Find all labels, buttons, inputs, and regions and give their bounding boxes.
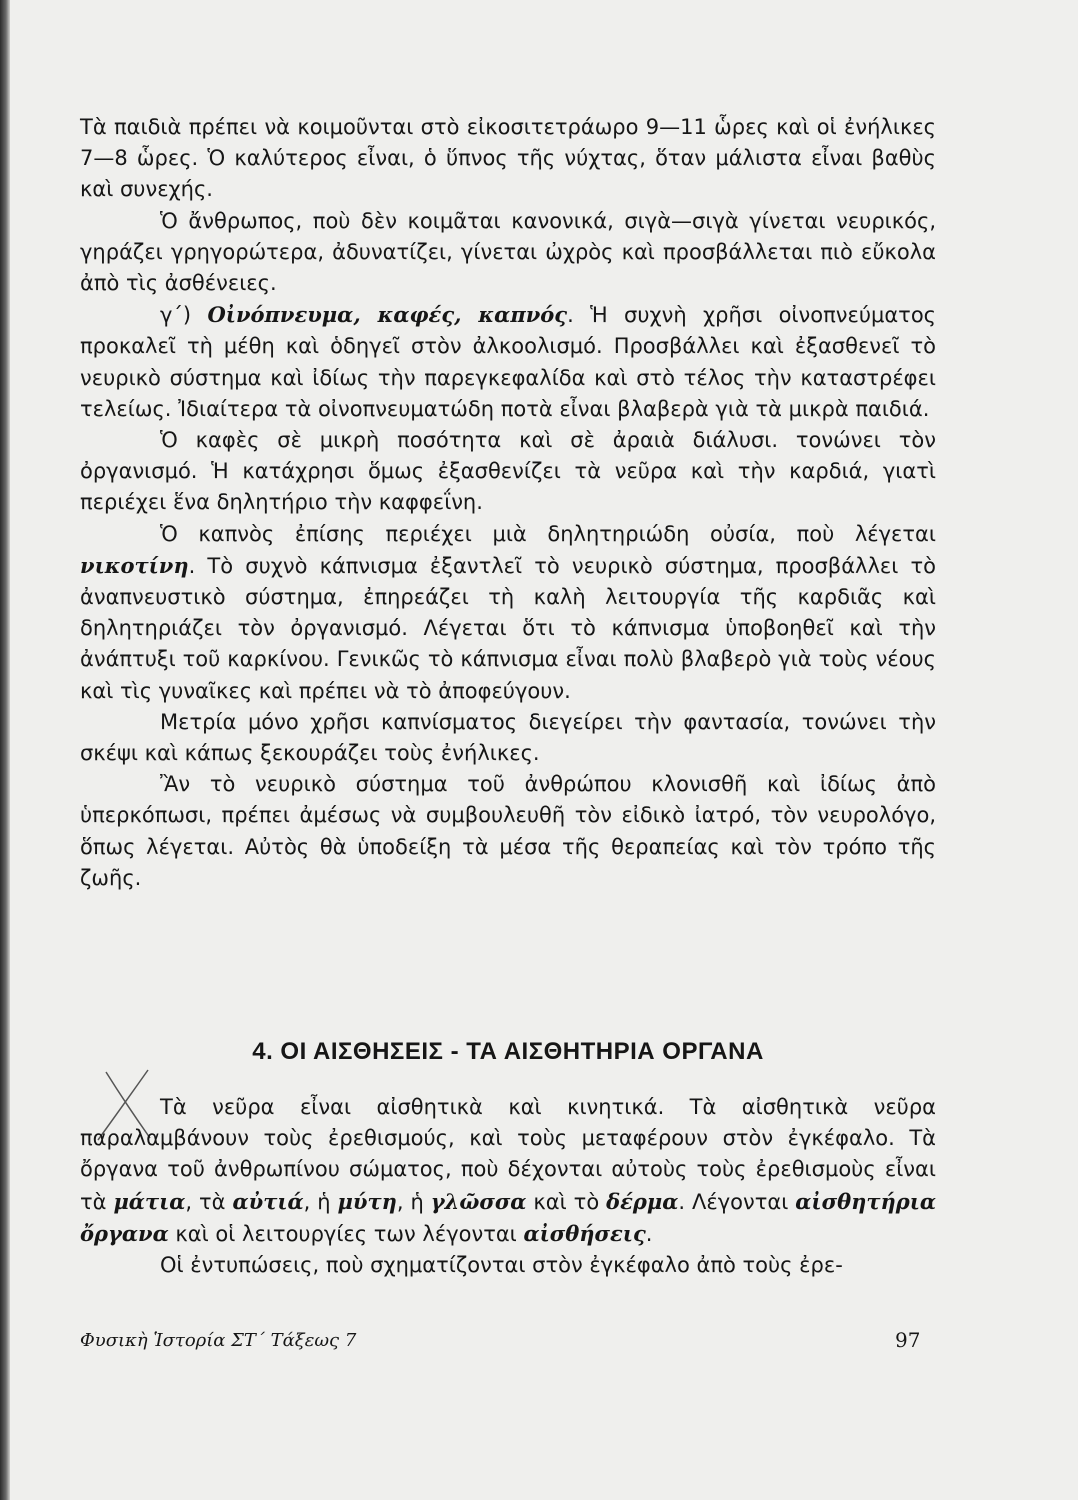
text-segment: Ὁ καπνὸς ἐπίσης περιέχει μιὰ δηλητηριώδη οὐσία, ποὺ λέγεται — [160, 521, 936, 546]
emphasized-term: νικοτίνη — [80, 552, 189, 578]
emphasized-term: μάτια — [113, 1188, 186, 1214]
text-segment: γ΄) — [160, 303, 208, 328]
emphasized-term: δέρμα — [606, 1188, 679, 1214]
text-segment: Ὁ καφὲς σὲ μικρὴ ποσότητα καὶ σὲ ἀραιὰ διάλυσι. τονώνει τὸν ὀργανισμό. Ἡ κατάχρησι ὅμως ἐξασθενίζει τὰ νεῦρα καὶ τὴν καρδιά, γιατὶ περιέχει ἕνα δηλητήριο τὴν καφφεΐνη. — [80, 428, 936, 515]
section-paragraph — [80, 1250, 936, 1281]
text-segment: , ἡ — [303, 1189, 338, 1214]
section-body-text — [80, 1092, 936, 1281]
text-segment: Τὰ νεῦρα εἶναι αἰσθητικὰ καὶ κινητικά. Τὰ αἰσθητικὰ νεῦρα παραλαμβάνουν τοὺς ἐρεθισμούς, καὶ τοὺς μεταφέρουν στὸν ἐγκέφαλο. Τὰ ὄργανα τοῦ ἀνθρωπίνου σώματος, ποὺ δέχονται αὐτοὺς τοὺς ἐρεθισμοὺς εἶναι τὰ — [80, 1095, 936, 1214]
text-segment: . Τὸ συχνὸ κάπνισμα ἐξαντλεῖ τὸ νευρικὸ σύστημα, προσβάλλει τὸ ἀναπνευστικὸ σύστημα, ἐπηρεάζει τὴ καλὴ λειτουργία τῆς καρδιᾶς καὶ δηλητηριάζει τὸν ὀργανισμό. Λέγεται ὅτι τὸ κάπνισμα ὑποβοηθεῖ καὶ τὴν ἀνάπτυξι τοῦ καρκίνου. Γενικῶς τὸ κάπνισμα εἶναι πολὺ βλαβερὸ γιὰ τοὺς νέους καὶ τὶς γυναῖκες καὶ πρέπει νὰ τὸ ἀποφεύγουν. — [80, 553, 936, 703]
footer-book-title: Φυσικὴ Ἱστορία ΣΤ΄ Τάξεως 7 — [80, 1330, 357, 1351]
section-title: 4. ΟΙ ΑΙΣΘΗΣΕΙΣ - ΤΑ ΑΙΣΘΗΤΗΡΙΑ ΟΡΓΑΝΑ — [252, 1037, 764, 1065]
text-segment: Ὁ ἄνθρωπος, ποὺ δὲν κοιμᾶται κανονικά, σιγὰ—σιγὰ γίνεται νευρικός, γηράζει γρηγορώτερα, ἀδυνατίζει, γίνεται ὠχρὸς καὶ προσβάλλεται πιὸ εὔκολα ἀπὸ τὶς ἀσθένειες. — [80, 208, 936, 296]
text-segment: , τὰ — [185, 1189, 233, 1214]
emphasized-term: Οἰνόπνευμα, καφές, καπνός — [207, 302, 568, 328]
text-segment: Μετρία μόνο χρῆσι καπνίσματος διεγείρει τὴν φαντασία, τονώνει τὴν σκέψι καὶ κάπως ξεκουράζει τοὺς ἐνήλικες. — [80, 709, 936, 766]
text-segment: Τὰ παιδιὰ πρέπει νὰ κοιμοῦνται στὸ εἰκοσιτετράωρο 9—11 ὧρες καὶ οἱ ἐνήλικες 7—8 ὧρες. Ὁ καλύτερος εἶναι, ὁ ὕπνος τῆς νύχτας, ὅταν μάλιστα εἶναι βαθὺς καὶ συνεχής. — [80, 115, 936, 202]
text-segment: . Ἡ συχνὴ χρῆσι οἰνοπνεύματος προκαλεῖ τὴ μέθη καὶ ὁδηγεῖ στὸν ἀλκοολισμό. Προσβάλλει καὶ ἐξασθενεῖ τὸ νευρικὸ σύστημα καὶ ἰδίως τὴν παρεγκεφαλίδα καὶ στὸ τέλος τὴν καταστρέφει τελείως. Ἰδιαίτερα τὰ οἰνοπνευματώδη ποτὰ εἶναι βλαβερὰ γιὰ τὰ μικρὰ παιδιά. — [80, 303, 936, 421]
body-text — [80, 112, 936, 894]
paragraph — [80, 425, 936, 519]
paragraph — [80, 206, 936, 300]
paragraph — [80, 519, 936, 707]
emphasized-term: γλῶσσα — [430, 1188, 527, 1214]
paragraph — [80, 299, 936, 425]
text-segment: . — [645, 1221, 653, 1246]
page-number: 97 — [895, 1328, 921, 1352]
paragraph — [80, 707, 936, 769]
paragraph — [80, 769, 936, 894]
text-segment: καὶ τὸ — [526, 1189, 607, 1214]
text-segment: . Λέγονται — [678, 1189, 796, 1214]
emphasized-term: αὐτιά — [232, 1188, 304, 1214]
book-spine-shadow — [0, 0, 10, 1500]
section-paragraph — [80, 1092, 936, 1250]
emphasized-term: αἰσθητήρια ὄργανα — [80, 1188, 937, 1246]
text-segment: καὶ οἱ λειτουργίες των λέγονται — [168, 1221, 524, 1246]
text-segment: , ἡ — [396, 1189, 431, 1214]
paragraph — [80, 112, 936, 206]
emphasized-term: μύτη — [337, 1188, 397, 1214]
text-segment: Οἱ ἐντυπώσεις, ποὺ σχηματίζονται στὸν ἐγκέφαλο ἀπὸ τοὺς ἐρε- — [160, 1253, 843, 1278]
text-segment: Ἂν τὸ νευρικὸ σύστημα τοῦ ἀνθρώπου κλονισθῆ καὶ ἰδίως ἀπὸ ὑπερκόπωσι, πρέπει ἀμέσως νὰ συμβουλευθῆ τὸν εἰδικὸ ἰατρό, τὸν νευρολόγο, ὅπως λέγεται. Αὐτὸς θὰ ὑποδείξη τὰ μέσα τῆς θεραπείας καὶ τὸν τρόπο τῆς ζωῆς. — [80, 772, 936, 890]
emphasized-term: αἰσθήσεις — [523, 1220, 646, 1246]
